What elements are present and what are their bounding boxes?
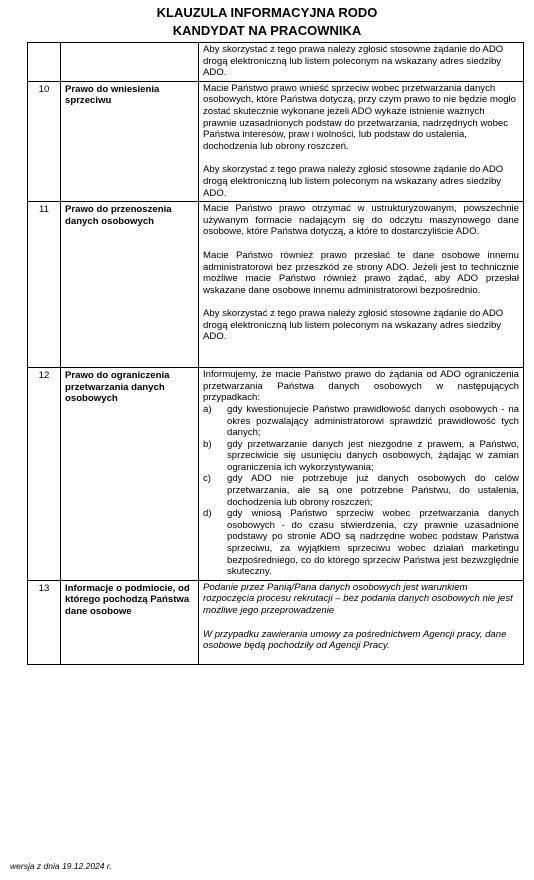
list-item: [203, 473, 519, 508]
paragraph: Podanie przez Panią/Pana danych osobowych jest warunkiem rozpoczęcia procesu rekrutacji – bez podania danych osobowych nie jest możliwe jego przeprowadzenie: [203, 581, 513, 616]
paragraph: Aby skorzystać z tego prawa należy zgłosić stosowne żądanie do ADO drogą elektroniczną lub listem poleconym na wskazany adres siedziby ADO.: [203, 308, 504, 343]
row-number: 13: [28, 580, 61, 664]
table-row: [28, 81, 524, 201]
list-marker: c): [203, 473, 211, 485]
row-content: [199, 202, 524, 368]
row-heading: Prawo do przenoszenia danych osobowych: [61, 202, 199, 368]
table-row: [28, 368, 524, 581]
row-number: 11: [28, 202, 61, 368]
paragraph: Aby skorzystać z tego prawa należy zgłosić stosowne żądanie do ADO drogą elektroniczną lub listem poleconym na wskazany adres siedziby ADO.: [203, 164, 504, 199]
row-heading: Prawo do ograniczenia przetwarzania danych osobowych: [61, 368, 199, 581]
document-title: [0, 4, 534, 40]
paragraph: Macie Państwo również prawo przesłać te dane osobowe innemu administratorowi bez przeszkód ze strony ADO. Jeżeli jest to technicznie możliwe macie Państwo również prawo żądać, aby ADO przesłał wskazane dane osobowe innemu administratorowi bezpośrednio.: [203, 249, 519, 296]
row-content: [199, 580, 524, 664]
version-footer: wersja z dnia 19.12.2024 r.: [10, 861, 112, 871]
list-item-text: gdy kwestionujecie Państwo prawidłowość danych osobowych - na okres pozwalający administratorowi sprawdzić prawidłowość tych danych;: [227, 403, 519, 439]
title-line-1: KLAUZULA INFORMACYJNA RODO: [156, 5, 378, 20]
list-item: [203, 439, 519, 474]
row-content: [199, 43, 524, 82]
title-line-2: KANDYDAT NA PRACOWNIKA: [172, 23, 362, 38]
paragraph: Aby skorzystać z tego prawa należy zgłosić stosowne żądanie do ADO drogą elektroniczną lub listem poleconym na wskazany adres siedziby ADO.: [203, 44, 504, 79]
paragraph: W przypadku zawierania umowy za pośrednictwem Agencji pracy, dane osobowe będą pochodziły od Agencji Pracy.: [203, 628, 507, 652]
row-number: 12: [28, 368, 61, 581]
row-content: [199, 81, 524, 201]
table-row: [28, 580, 524, 664]
table-row: [28, 43, 524, 82]
table-row: [28, 202, 524, 368]
list-item-text: gdy wniosą Państwo sprzeciw wobec przetwarzania danych osobowych - do czasu stwierdzenia, czy prawnie uzasadnione podstawy po stronie ADO są nadrzędne wobec podstaw Państwa sprzeciwu, za wyjątkiem sprzeciwu wobec działań marketingu bezpośredniego, co do którego sprzeciw Państwa jest bezwzględnie skuteczny.: [227, 508, 519, 578]
rights-table: [27, 42, 524, 665]
paragraph: Macie Państwo prawo otrzymać w ustrukturyzowanym, powszechnie używanym formacie nadającym się do odczytu maszynowego dane osobowe, które Państwa dotyczą, a które to dostarczyliście ADO.: [203, 203, 519, 238]
row-number: [28, 43, 61, 82]
list-marker: b): [203, 438, 212, 450]
list-item-text: gdy przetwarzanie danych jest niezgodne z prawem, a Państwo, sprzeciwicie się usunięciu danych osobowych, żądając w zamian ograniczenia ich wykorzystywania;: [227, 438, 519, 473]
row-heading: Informacje o podmiocie, od którego pochodzą Państwa dane osobowe: [61, 580, 199, 664]
row-content: [199, 368, 524, 581]
list-marker: a): [203, 403, 212, 415]
list-item-text: gdy ADO nie potrzebuje już danych osobowych do celów przetwarzania, ale są one potrzebne Państwu, do ustalenia, dochodzenia lub obrony roszczeń;: [227, 473, 519, 508]
row-number: 10: [28, 81, 61, 201]
paragraph: Informujemy, że macie Państwo prawo do żądania od ADO ograniczenia przetwarzania Państwa danych osobowych w następujących przypadkach:: [203, 369, 519, 404]
list-item: [203, 404, 519, 439]
row-heading: [61, 43, 199, 82]
list-item: [203, 508, 519, 578]
list-marker: d): [203, 508, 212, 520]
paragraph: Macie Państwo prawo wnieść sprzeciw wobec przetwarzania danych osobowych, które Państwa dotyczą, przy czym prawo to nie będzie mogło zostać skutecznie wykonane jeżeli ADO wykaże istnienie ważnych prawnie uzasadnionych podstaw do przetwarzania, nadrzędnych wobec Państwa interesów, praw i wolności, lub podstaw do ustalenia, dochodzenia lub obrony roszczeń.: [203, 82, 517, 152]
conditions-list: [203, 404, 519, 578]
row-heading: Prawo do wniesienia sprzeciwu: [61, 81, 199, 201]
